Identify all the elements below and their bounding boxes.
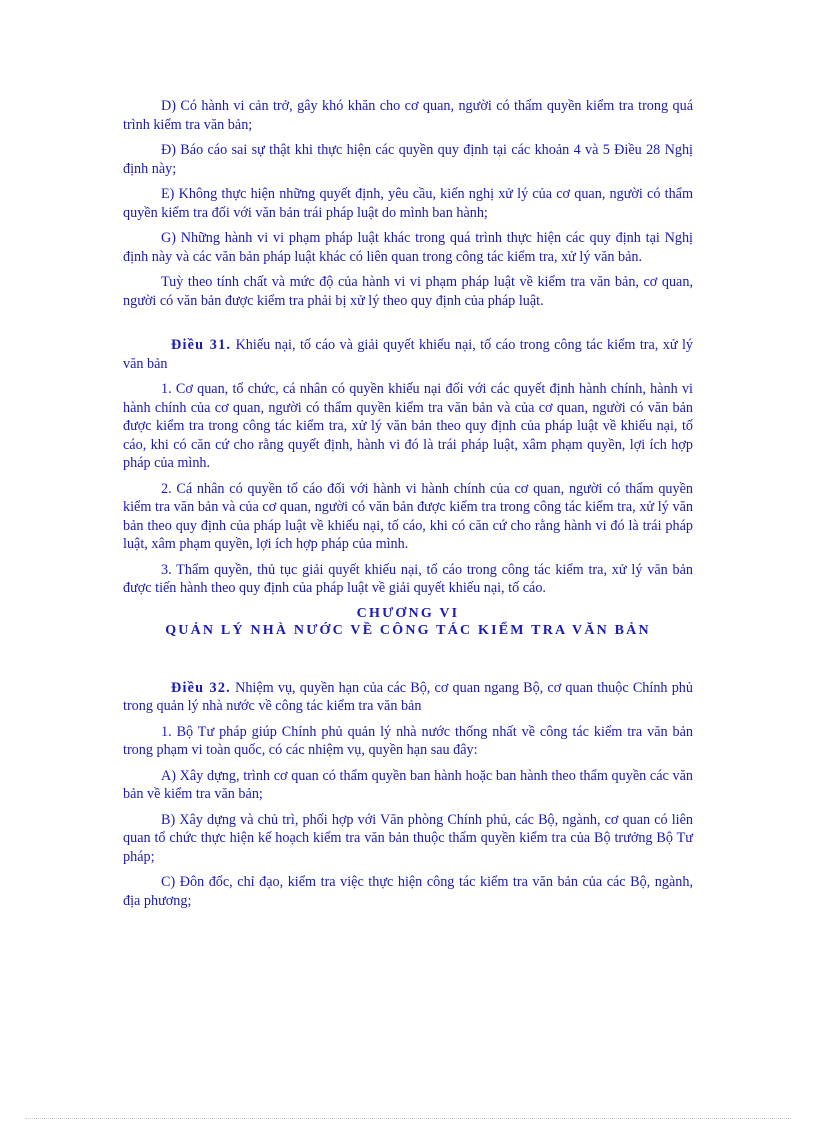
paragraph-e: E) Không thực hiện những quyết định, yêu cầu, kiến nghị xử lý của cơ quan, người có thẩm quyền kiểm tra đối với văn bản trái pháp luật do mình ban hành; bbox=[123, 186, 693, 221]
article-32-clause-c: C) Đôn đốc, chỉ đạo, kiểm tra việc thực hiện công tác kiểm tra văn bản của các Bộ, ngành, địa phương; bbox=[123, 874, 693, 909]
article-31-clause-2: 2. Cá nhân có quyền tố cáo đối với hành vi hành chính của cơ quan, người có thẩm quyền kiểm tra văn bản và của cơ quan, người có văn bản được kiểm tra trong công tác kiểm tra, xử lý văn bản theo quy định của pháp luật về khiếu nại, tố cáo, khi có căn cứ cho rằng hành vi đó là trái pháp luật, xâm phạm quyền, lợi ích hợp pháp của mình. bbox=[123, 480, 693, 552]
article-31-number: Điều 31. bbox=[171, 337, 232, 353]
article-31-clause-3: 3. Thẩm quyền, thủ tục giải quyết khiếu nại, tố cáo trong công tác kiểm tra, xử lý văn bản được tiến hành theo quy định của pháp luật về giải quyết khiếu nại, tố cáo. bbox=[123, 561, 693, 596]
paragraph-d: D) Có hành vi cản trở, gây khó khăn cho cơ quan, người có thẩm quyền kiểm tra trong quá trình kiểm tra văn bản; bbox=[123, 98, 693, 133]
article-32-clause-b: B) Xây dựng và chủ trì, phối hợp với Văn phòng Chính phủ, các Bộ, ngành, cơ quan có liên quan tổ chức thực hiện kế hoạch kiểm tra văn bản thuộc thẩm quyền kiểm tra của Bộ trưởng Bộ Tư pháp; bbox=[123, 811, 693, 865]
chapter-title: QUẢN LÝ NHÀ NƯỚC VỀ CÔNG TÁC KIỂM TRA VĂN BẢN bbox=[165, 622, 651, 638]
article-31-heading bbox=[123, 336, 693, 373]
article-31-clause-1: 1. Cơ quan, tổ chức, cá nhân có quyền khiếu nại đối với các quyết định hành chính, hành vi hành chính của cơ quan, người có thẩm quyền kiểm tra văn bản và của cơ quan, người có văn bản được kiểm tra trong công tác kiểm tra, xử lý văn bản theo quy định của pháp luật về khiếu nại, tố cáo, khi có căn cứ cho rằng quyết định, hành vi đó là trái pháp luật, xâm phạm quyền, lợi ích hợp pháp của mình. bbox=[123, 381, 693, 471]
paragraph-penalty: Tuỳ theo tính chất và mức độ của hành vi vi phạm pháp luật về kiểm tra văn bản, cơ quan, người có văn bản được kiểm tra phải bị xử lý theo quy định của pháp luật. bbox=[123, 274, 693, 309]
article-32-clause-a: A) Xây dựng, trình cơ quan có thẩm quyền ban hành hoặc ban hành theo thẩm quyền các văn bản về kiểm tra văn bản; bbox=[123, 767, 693, 802]
article-32-title: Nhiệm vụ, quyền hạn của các Bộ, cơ quan ngang Bộ, cơ quan thuộc Chính phủ trong quản lý nhà nước về công tác kiểm tra văn bản bbox=[123, 679, 693, 714]
article-31-title: Khiếu nại, tố cáo và giải quyết khiếu nại, tố cáo trong công tác kiểm tra, xử lý văn bản bbox=[123, 337, 694, 372]
page-bottom-divider bbox=[25, 1118, 791, 1119]
article-32-clause-1: 1. Bộ Tư pháp giúp Chính phủ quản lý nhà nước thống nhất về công tác kiểm tra văn bản trong phạm vi toàn quốc, có các nhiệm vụ, quyền hạn sau đây: bbox=[123, 723, 693, 758]
chapter-number: CHƯƠNG VI bbox=[356, 605, 460, 621]
document-body bbox=[123, 97, 693, 917]
article-32-number: Điều 32. bbox=[171, 679, 231, 696]
paragraph-dd: Đ) Báo cáo sai sự thật khi thực hiện các quyền quy định tại các khoản 4 và 5 Điều 28 Nghị định này; bbox=[123, 142, 693, 177]
paragraph-g: G) Những hành vi vi phạm pháp luật khác trong quá trình thực hiện các quy định tại Nghị định này và các văn bản pháp luật khác có liên quan trong công tác kiểm tra, xử lý văn bản. bbox=[123, 230, 693, 265]
chapter-heading bbox=[123, 605, 693, 639]
article-32-heading bbox=[123, 679, 693, 716]
